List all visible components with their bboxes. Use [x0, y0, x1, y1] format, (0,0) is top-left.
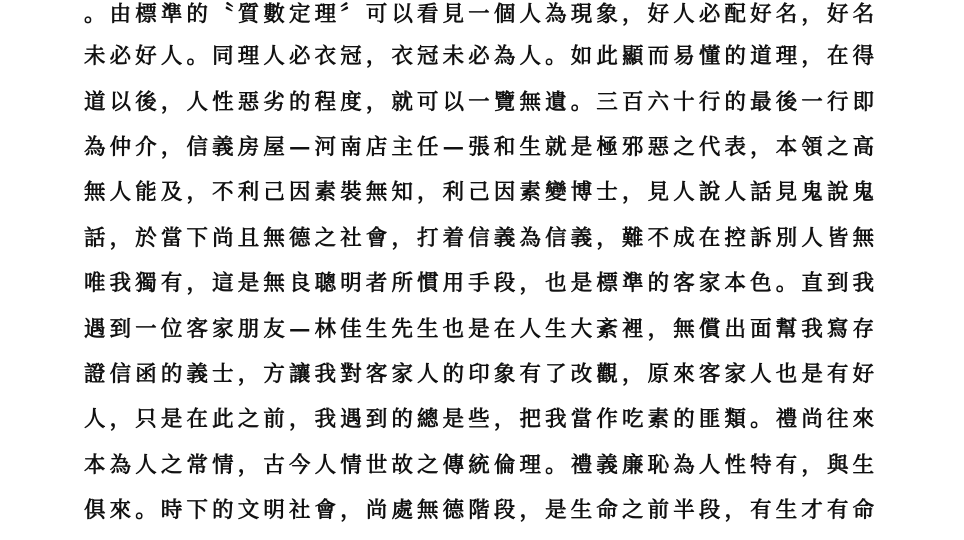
text-line: 未必好人。同理人必衣冠，衣冠未必為人。如此顯而易懂的道理，在得 — [84, 44, 874, 69]
text-line: 本為人之常情，古今人情世故之傳統倫理。禮義廉恥為人性特有，與生 — [84, 453, 874, 478]
text-line: 俱來。時下的文明社會，尚處無德階段，是生命之前半段，有生才有命 — [84, 498, 874, 523]
text-line: 無人能及，不利己因素裝無知，利己因素變博士，見人說人話見鬼說鬼 — [84, 180, 874, 205]
text-line: 。由標準的〝質數定理〞可以看見一個人為現象，好人必配好名，好名 — [84, 2, 874, 27]
text-line: 人，只是在此之前，我遇到的總是些，把我當作吃素的匪類。禮尚往來 — [84, 407, 874, 432]
text-line: 遇到一位客家朋友—林佳生先生也是在人生大紊裡，無償出面幫我寫存 — [84, 317, 874, 342]
text-line: 為仲介，信義房屋—河南店主任—張和生就是極邪惡之代表，本領之高 — [84, 135, 874, 160]
text-line: 道以後，人性惡劣的程度，就可以一覽無遺。三百六十行的最後一行即 — [84, 90, 874, 115]
text-line: 證信函的義士，方讓我對客家人的印象有了改觀，原來客家人也是有好 — [84, 362, 874, 387]
text-line: 話，於當下尚且無德之社會，打着信義為信義，難不成在控訴別人皆無 — [84, 226, 874, 251]
document-page — [84, 0, 874, 540]
text-line: 唯我獨有，這是無良聰明者所慣用手段，也是標準的客家本色。直到我 — [84, 271, 874, 296]
